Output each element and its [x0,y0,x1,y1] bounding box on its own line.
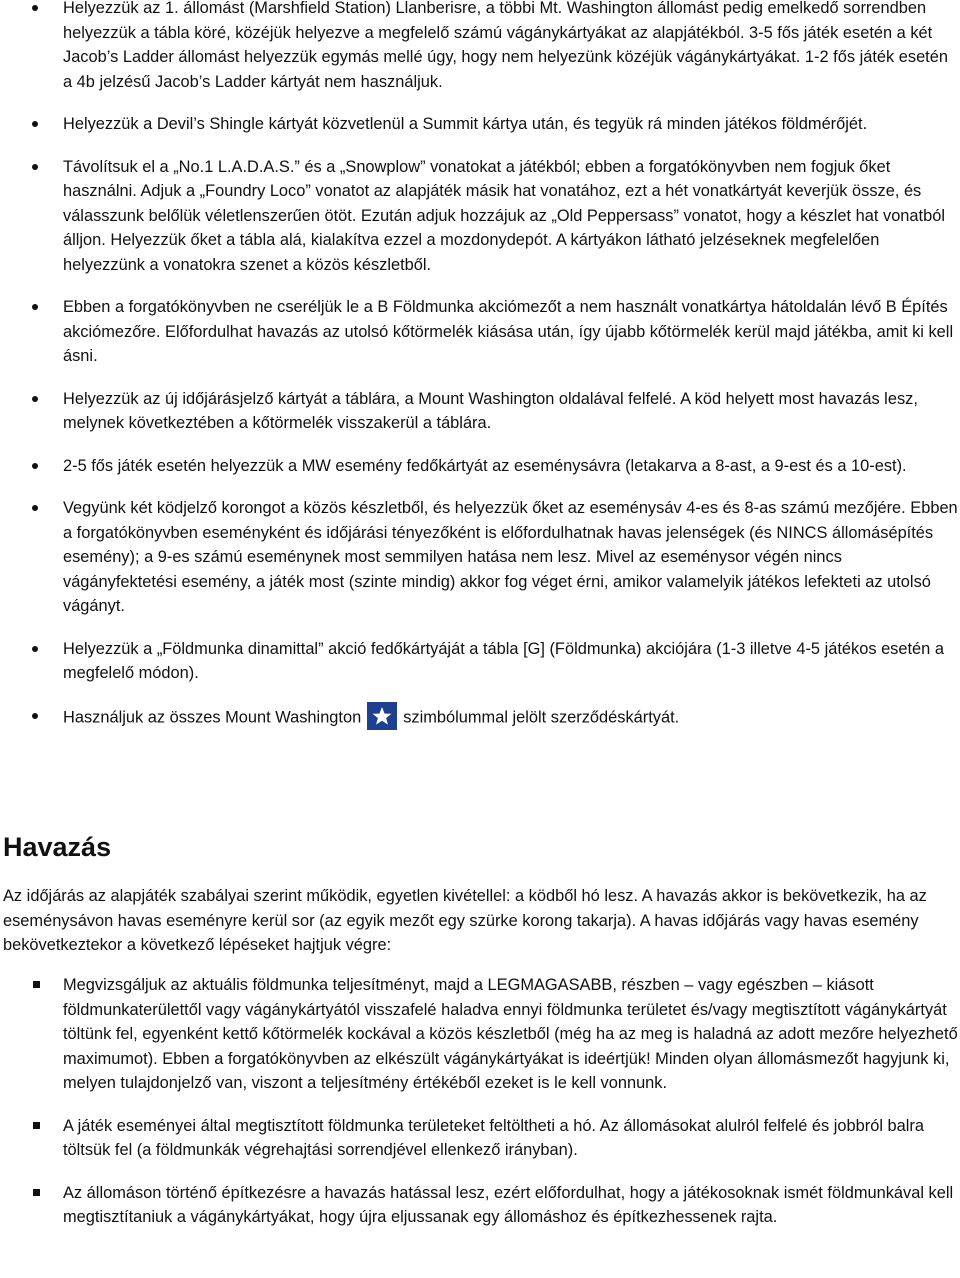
list-item-text: Megvizsgáljuk az aktuális földmunka teljesítményt, majd a LEGMAGASABB, részben – vagy egészben – kiásott földmunkaterülettől vagy vágánykártyától visszafelé haladva ennyi földmunka területet és/vagy megtisztított vágánykártyát töltünk fel, egyenként kettő kőtörmelék kockával a közös készletből (még ha az meg is haladná az adott mezőre helyezhető maximumot). Ebben a forgatókönyvben az elkészült vágánykártyákat is ideértjük! Minden olyan állomásmezőt hagyjunk ki, melyen tulajdonjelző van, viszont a teljesítmény értékéből ezeket is le kell vonnunk. [63,976,958,1092]
section-intro: Az időjárás az alapjáték szabályai szerint működik, egyetlen kivétellel: a ködből hó lesz. A havazás akkor is bekövetkezik, ha az eseménysávon havas eseményre kerül sor (az egyik mezőt egy szürke korong takarja). A havas időjárás vagy havas esemény bekövetkeztekor a következő lépéseket hajtjuk végre: [3,887,927,954]
list-item [0,387,960,436]
bullet-icon [32,463,38,469]
square-bullet-icon [33,1122,40,1129]
contract-text: szimbólummal jelölt szerződéskártyát. [403,707,680,726]
list-item-text: Helyezzük az 1. állomást (Marshfield Station) Llanberisre, a többi Mt. Washington állomást pedig emelkedő sorrendben helyezzük a tábla köré, közéjük helyezve a megfelelő számú vágánykártyákat az alapjátékból. 3-5 fős játék esetén a két Jacob’s Ladder állomást helyezzük egymás mellé úgy, hogy nem helyezünk közéjük vágánykártyákat. 1-2 fős játék esetén a 4b jelzésű Jacob’s Ladder kártyát nem használjuk. [63,0,948,91]
list-item-text: A játék eseményei által megtisztított földmunka területeket feltöltheti a hó. Az állomásokat alulról felfelé és jobbról balra töltsük fel (a földmunkák végrehajtási sorrendjével ellenkező irányban). [63,1116,924,1159]
section-heading: Havazás [3,832,112,862]
list-item [0,637,960,686]
snow-steps-list [0,973,960,1230]
star-icon [367,702,397,730]
bullet-icon [32,304,38,310]
list-item [0,295,960,369]
square-bullet-icon [33,1189,40,1196]
list-item [0,973,960,1096]
bullet-icon [32,5,38,11]
mount-washington-text: Használjuk az összes Mount Washington [63,707,362,726]
bullet-icon [32,646,38,652]
bullet-icon [32,164,38,170]
list-item [0,496,960,619]
list-item-text: Távolítsuk el a „No.1 L.A.D.A.S.” és a „Snowplow” vonatokat a játékból; ebben a forgatókönyvben nem fogjuk őket használni. Adjuk a „Foundry Loco” vonatot az alapjáték másik hat vonatához, ezt a hét vonatkártyát keverjük össze, és válasszunk belőlük véletlenszerűen ötöt. Ezután adjuk hozzájuk az „Old Peppersass” vonatot, hogy a készlet hat vonatból álljon. Helyezzük őket a tábla alá, kialakítva ezzel a mozdonydepót. A kártyákon látható jelzéseknek megfelelően helyezzünk a vonatokra szenet a közös készletből. [63,157,945,274]
list-item-text: Ebben a forgatókönyvben ne cseréljük le a B Földmunka akciómezőt a nem használt vonatkártya hátoldalán lévő B Építés akciómezőre. Előfordulhat havazás az utolsó kőtörmelék kiásása után, így újabb kőtörmelék kerül majd játékba, amit ki kell ásni. [63,298,954,365]
list-item-text [63,704,960,732]
list-item [0,0,960,94]
list-item [0,112,960,137]
list-item-text: Vegyünk két ködjelző korongot a közös készletből, és helyezzük őket az eseménysáv 4-es és 8-as számú mezőjére. Ebben a forgatókönyvben eseményként és időjárási tényezőként is előfordulhatnak havas jelenségek (és NINCS állomásépítés esemény); a 9-es számú eseménynek most semmilyen hatása nem lesz. Mivel az eseménysor végén nincs vágányfektetési esemény, a játék most (szinte mindig) akkor fog véget érni, amikor valamelyik játékos lefekteti az utolsó vágányt. [63,499,958,615]
list-item [0,454,960,479]
list-item [0,155,960,278]
list-item-text: Helyezzük a Devil’s Shingle kártyát közvetlenül a Summit kártya után, és tegyük rá minden játékos földmérőjét. [63,115,868,133]
bullet-icon [32,396,38,402]
list-item-text: Az állomáson történő építkezésre a havazás hatással lesz, ezért előfordulhat, hogy a játékosoknak ismét földmunkával kell megtisztítaniuk a vágánykártyákat, hogy újra eljussanak egy állomáshoz és építkezhessenek rajta. [63,1183,954,1226]
bullet-icon [32,505,38,511]
list-item [0,704,960,732]
bullet-icon [32,121,38,127]
square-bullet-icon [33,981,40,988]
list-item-text: Helyezzük a „Földmunka dinamittal” akció fedőkártyáját a tábla [G] (Földmunka) akciójára (1-3 illetve 4-5 játékos esetén a megfelelő módon). [63,639,944,682]
list-item-text: 2-5 fős játék esetén helyezzük a MW esemény fedőkártyát az eseménysávra (letakarva a 8-ast, a 9-est és a 10-est). [63,456,907,475]
list-item-text: Helyezzük az új időjárásjelző kártyát a táblára, a Mount Washington oldalával felfelé. A köd helyett most havazás lesz, melynek következtében a kőtörmelék visszakerül a táblára. [63,389,918,432]
list-item [0,1181,960,1230]
bullet-icon [32,713,38,719]
list-item [0,1114,960,1163]
